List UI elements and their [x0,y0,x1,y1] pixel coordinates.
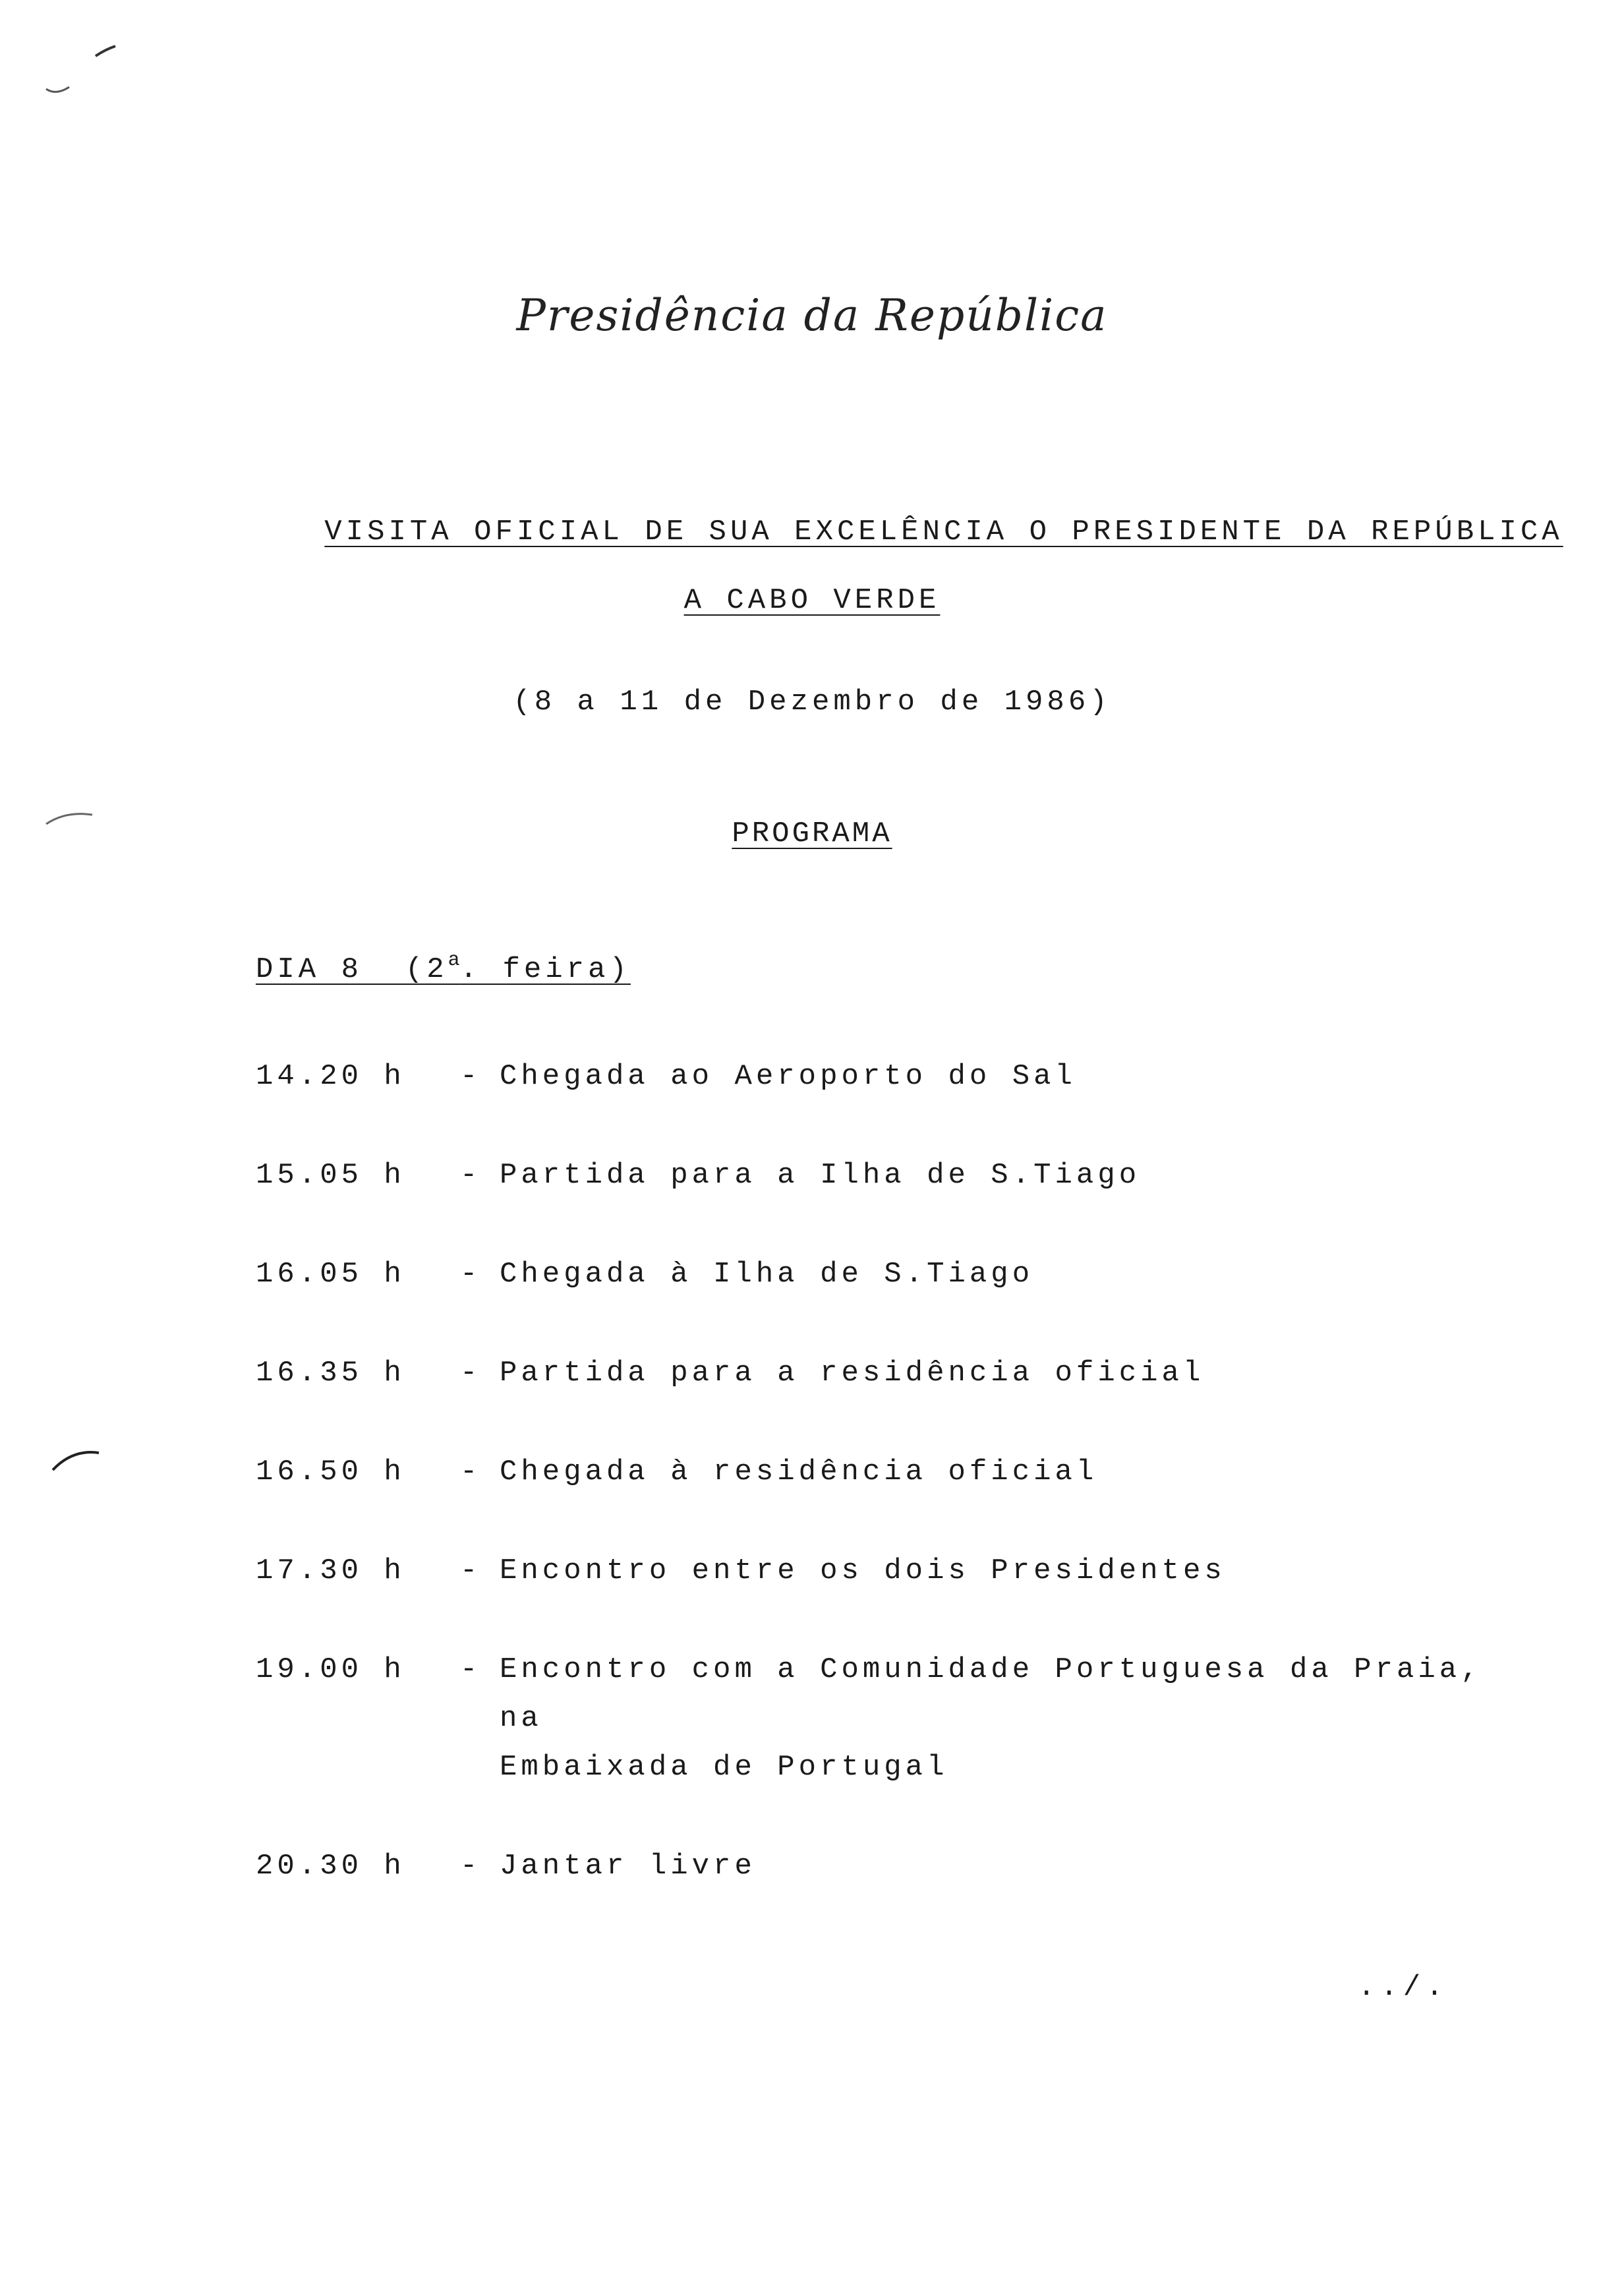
schedule-description: Chegada à residência oficial [500,1456,1098,1488]
schedule-description: Partida para a Ilha de S.Tiago [500,1159,1141,1192]
schedule-item [256,1250,1508,1299]
schedule-time: 14.20 h [256,1060,405,1093]
schedule-description: Jantar livre [500,1850,756,1883]
schedule-time: 16.35 h [256,1357,405,1390]
schedule-dash: - [460,1258,482,1291]
schedule-item [256,1645,1508,1792]
schedule-list [256,1052,1508,1941]
schedule-time: 16.50 h [256,1456,405,1488]
margin-mark-lower [46,1437,125,1483]
schedule-dash: - [460,1159,482,1192]
schedule-description: Encontro entre os dois Presidentes [500,1554,1226,1587]
day-heading: DIA 8 (2$^a$. feira) [256,949,631,986]
schedule-item [256,1546,1508,1595]
schedule-dash: - [460,1653,482,1686]
schedule-time: 20.30 h [256,1850,405,1883]
schedule-item [256,1151,1508,1200]
schedule-dash: - [460,1060,482,1093]
schedule-time: 17.30 h [256,1554,405,1587]
title-line-2: A CABO VERDE [683,584,941,617]
schedule-item [256,1349,1508,1397]
schedule-item [256,1842,1508,1891]
schedule-description: Chegada ao Aeroporto do Sal [500,1060,1076,1093]
schedule-dash: - [460,1554,482,1587]
ordinal-indicator: a [448,949,460,972]
schedule-dash: - [460,1357,482,1390]
schedule-dash: - [460,1850,482,1883]
schedule-description: Partida para a residência oficial [500,1357,1205,1390]
section-heading: PROGRAMA [732,817,892,850]
title-line-1: VISITA OFICIAL DE SUA EXCELÊNCIA O PRESIDENTE DA REPÚBLICA [324,515,1563,548]
schedule-item [256,1448,1508,1496]
schedule-description: Encontro com a Comunidade Portuguesa da Praia, na Embaixada de Portugal [500,1653,1482,1784]
continuation-mark: ../. [1358,1971,1449,2004]
schedule-dash: - [460,1456,482,1488]
visit-dates: (8 a 11 de Dezembro de 1986) [513,686,1111,719]
margin-mark-top [33,26,138,105]
schedule-time: 16.05 h [256,1258,405,1291]
schedule-time: 15.05 h [256,1159,405,1192]
schedule-item [256,1052,1508,1101]
letterhead: Presidência da República [516,290,1108,341]
schedule-description: Chegada à Ilha de S.Tiago [500,1258,1034,1291]
schedule-time: 19.00 h [256,1653,405,1686]
